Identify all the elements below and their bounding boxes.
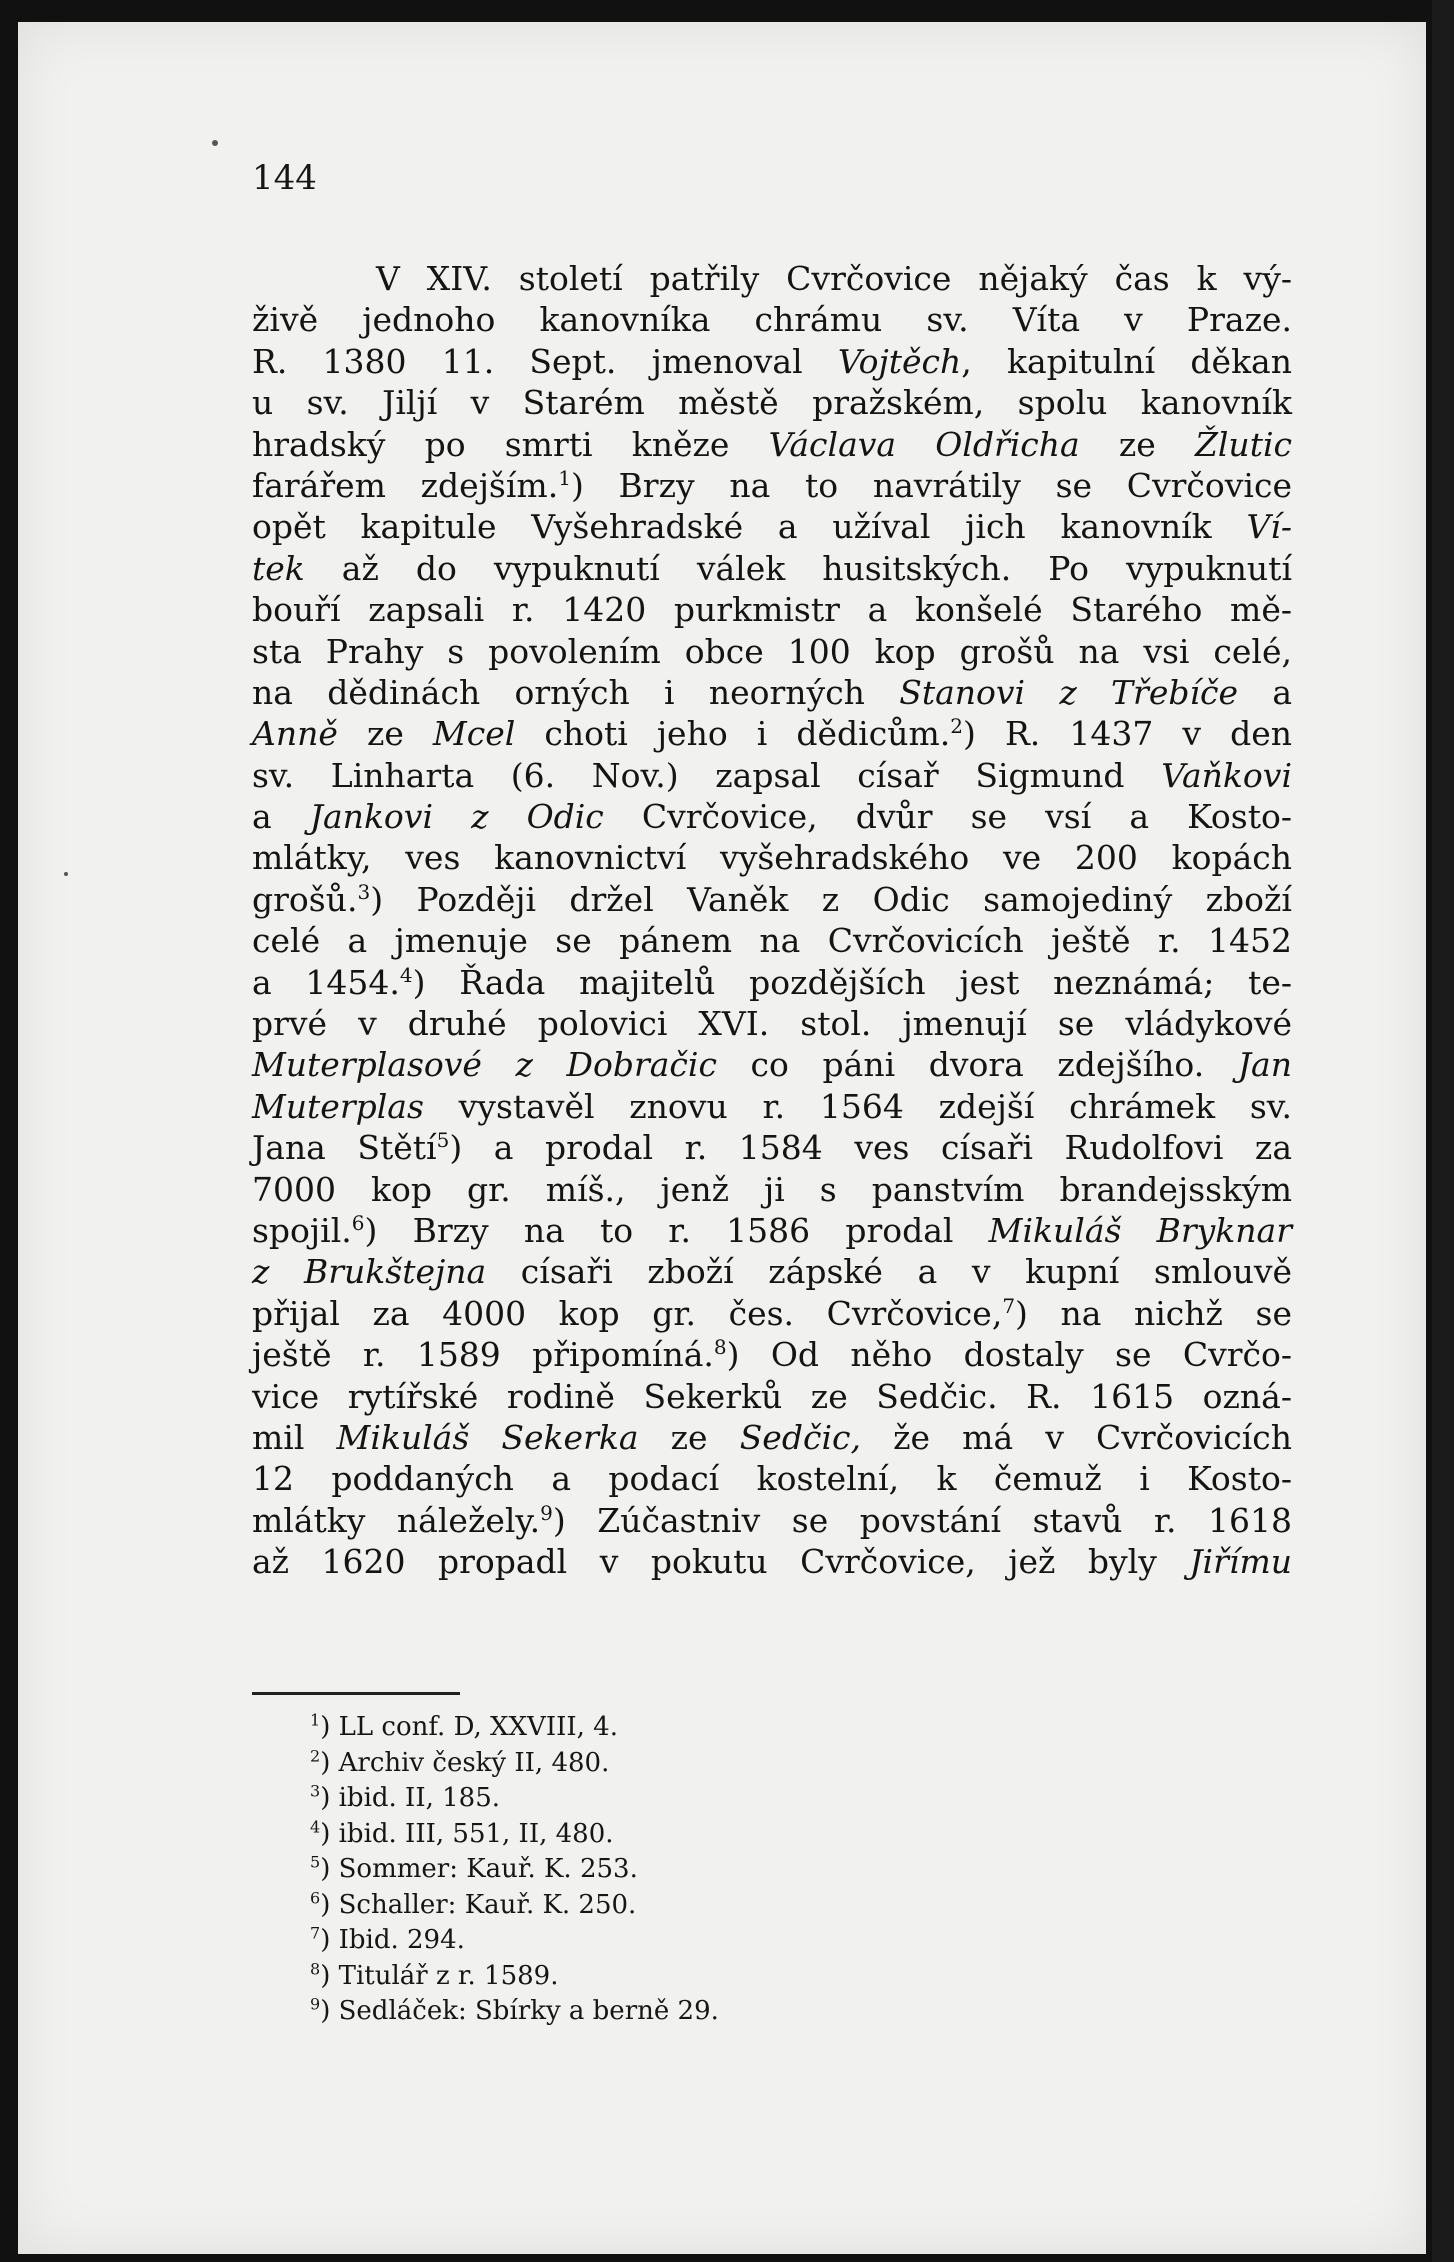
italic-name: Vaňkovi xyxy=(1161,755,1292,795)
text-line: V XIV. století patřily Cvrčovice nějaký čas k vý- xyxy=(376,259,1292,298)
italic-name: Žlutic xyxy=(1194,424,1292,464)
italic-name: Jankovi z Odic xyxy=(309,797,604,837)
footnote: $^2$) Archiv český II, 480. xyxy=(310,1745,610,1778)
text-line: celé a jmenuje se pánem na Cvrčovicích ještě r. 1452 xyxy=(252,921,1292,961)
italic-name: Jiřímu xyxy=(1189,1542,1292,1582)
footnote: $^3$) ibid. II, 185. xyxy=(310,1781,501,1813)
text-line: přijal za 4000 kop gr. čes. Cvrčovice,$^7$) na nichž se xyxy=(252,1293,1292,1333)
text-line: opět kapitule Vyšehradské a užíval jich kanovník Ví- xyxy=(252,507,1292,547)
italic-name: tek xyxy=(252,548,305,588)
text-line: prvé v druhé polovici XVI. stol. jmenují se vládykové xyxy=(252,1004,1292,1044)
footnote: $^4$) ibid. III, 551, II, 480. xyxy=(310,1816,614,1849)
dust-speck xyxy=(64,872,68,876)
text-line: mlátky, ves kanovnictví vyšehradského ve 200 kopách xyxy=(252,838,1292,878)
text-line: mil Mikuláš Sekerka ze Sedčic, že má v Cvrčovicích xyxy=(252,1417,1292,1457)
footnote: $^9$) Sedláček: Sbírky a berně 29. xyxy=(310,1994,719,2026)
italic-name: Václava Oldřicha xyxy=(768,424,1080,464)
text-line: u sv. Jiljí v Starém městě pražském, spolu kanovník xyxy=(252,383,1292,423)
text-line: vice rytířské rodině Sekerků ze Sedčic. R. 1615 ozná- xyxy=(252,1376,1292,1416)
text-line: ještě r. 1589 připomíná.$^8$) Od něho dostaly se Cvrčo- xyxy=(252,1335,1292,1375)
footnote: $^6$) Schaller: Kauř. K. 250. xyxy=(310,1887,637,1920)
body-text xyxy=(252,258,1292,1583)
footnote: $^1$) LL conf. D, XXVIII, 4. xyxy=(310,1710,618,1742)
text-line: farářem zdejším.$^1$) Brzy na to navrátily se Cvrčovice xyxy=(252,465,1292,505)
footnote: $^8$) Titulář z r. 1589. xyxy=(310,1958,559,1991)
italic-name: Mikuláš Sekerka xyxy=(336,1417,639,1457)
text-line: Muterplasové z Dobračic co páni dvora zdejšího. Jan xyxy=(252,1045,1292,1085)
italic-name: z Brukštejna xyxy=(252,1252,487,1292)
page-number: 144 xyxy=(252,158,317,198)
text-line: Muterplas vystavěl znovu r. 1564 zdejší chrámek sv. xyxy=(252,1086,1292,1126)
text-line: Jana Stětí$^5$) a prodal r. 1584 ves císaři Rudolfovi za xyxy=(252,1128,1292,1168)
italic-name: Vojtěch xyxy=(837,341,962,381)
footnote: $^7$) Ibid. 294. xyxy=(310,1923,465,1955)
footnote-separator xyxy=(252,1692,460,1695)
text-line: až 1620 propadl v pokutu Cvrčovice, jež byly Jiřímu xyxy=(252,1542,1292,1582)
italic-name: Ví- xyxy=(1246,507,1292,547)
text-line: na dědinách orných i neorných Stanovi z Třebíče a xyxy=(252,672,1293,712)
text-line: sv. Linharta (6. Nov.) zapsal císař Sigmund Vaňkovi xyxy=(252,755,1292,795)
italic-name: Jan xyxy=(1237,1045,1292,1085)
text-line: z Brukštejna císaři zboží zápské a v kupní smlouvě xyxy=(252,1252,1292,1292)
text-line: bouří zapsali r. 1420 purkmistr a konšelé Starého mě- xyxy=(252,590,1292,630)
footnote: $^5$) Sommer: Kauř. K. 253. xyxy=(310,1852,638,1884)
italic-name: Mcel xyxy=(432,714,516,754)
italic-name: Mikuláš Bryknar xyxy=(988,1210,1293,1250)
italic-name: Muterplasové z Dobračic xyxy=(252,1045,717,1085)
scan-edge xyxy=(1432,0,1454,2262)
text-line: a Jankovi z Odic Cvrčovice, dvůr se vsí a Kosto- xyxy=(252,797,1292,837)
italic-name: Stanovi z Třebíče xyxy=(899,672,1239,712)
text-line: mlátky náležely.$^9$) Zúčastniv se povstání stavů r. 1618 xyxy=(252,1500,1292,1540)
text-line: Anně ze Mcel choti jeho i dědicům.$^2$) R. 1437 v den xyxy=(252,714,1292,754)
text-line: živě jednoho kanovníka chrámu sv. Víta v Praze. xyxy=(252,300,1292,340)
text-line: hradský po smrti kněze Václava Oldřicha ze Žlutic xyxy=(252,424,1292,464)
text-line: R. 1380 11. Sept. jmenoval Vojtěch, kapitulní děkan xyxy=(252,341,1292,381)
text-line: a 1454.$^4$) Řada majitelů pozdějších jest neznámá; te- xyxy=(252,962,1292,1002)
italic-name: Anně xyxy=(252,714,338,754)
text-line: 12 poddaných a podací kostelní, k čemuž i Kosto- xyxy=(252,1459,1292,1499)
text-line: grošů.$^3$) Později držel Vaněk z Odic samojediný zboží xyxy=(252,879,1292,919)
text-line: sta Prahy s povolením obce 100 kop grošů na vsi celé, xyxy=(252,631,1292,671)
text-line: spojil.$^6$) Brzy na to r. 1586 prodal Mikuláš Bryknar xyxy=(252,1210,1293,1250)
text-line: 7000 kop gr. míš., jenž ji s panstvím brandejsským xyxy=(252,1169,1292,1209)
italic-name: Muterplas xyxy=(252,1086,424,1126)
dust-speck xyxy=(212,140,218,146)
text-line: tek až do vypuknutí válek husitských. Po vypuknutí xyxy=(252,548,1292,588)
footnotes xyxy=(310,1710,719,2030)
italic-name: Sedčic, xyxy=(739,1417,861,1457)
